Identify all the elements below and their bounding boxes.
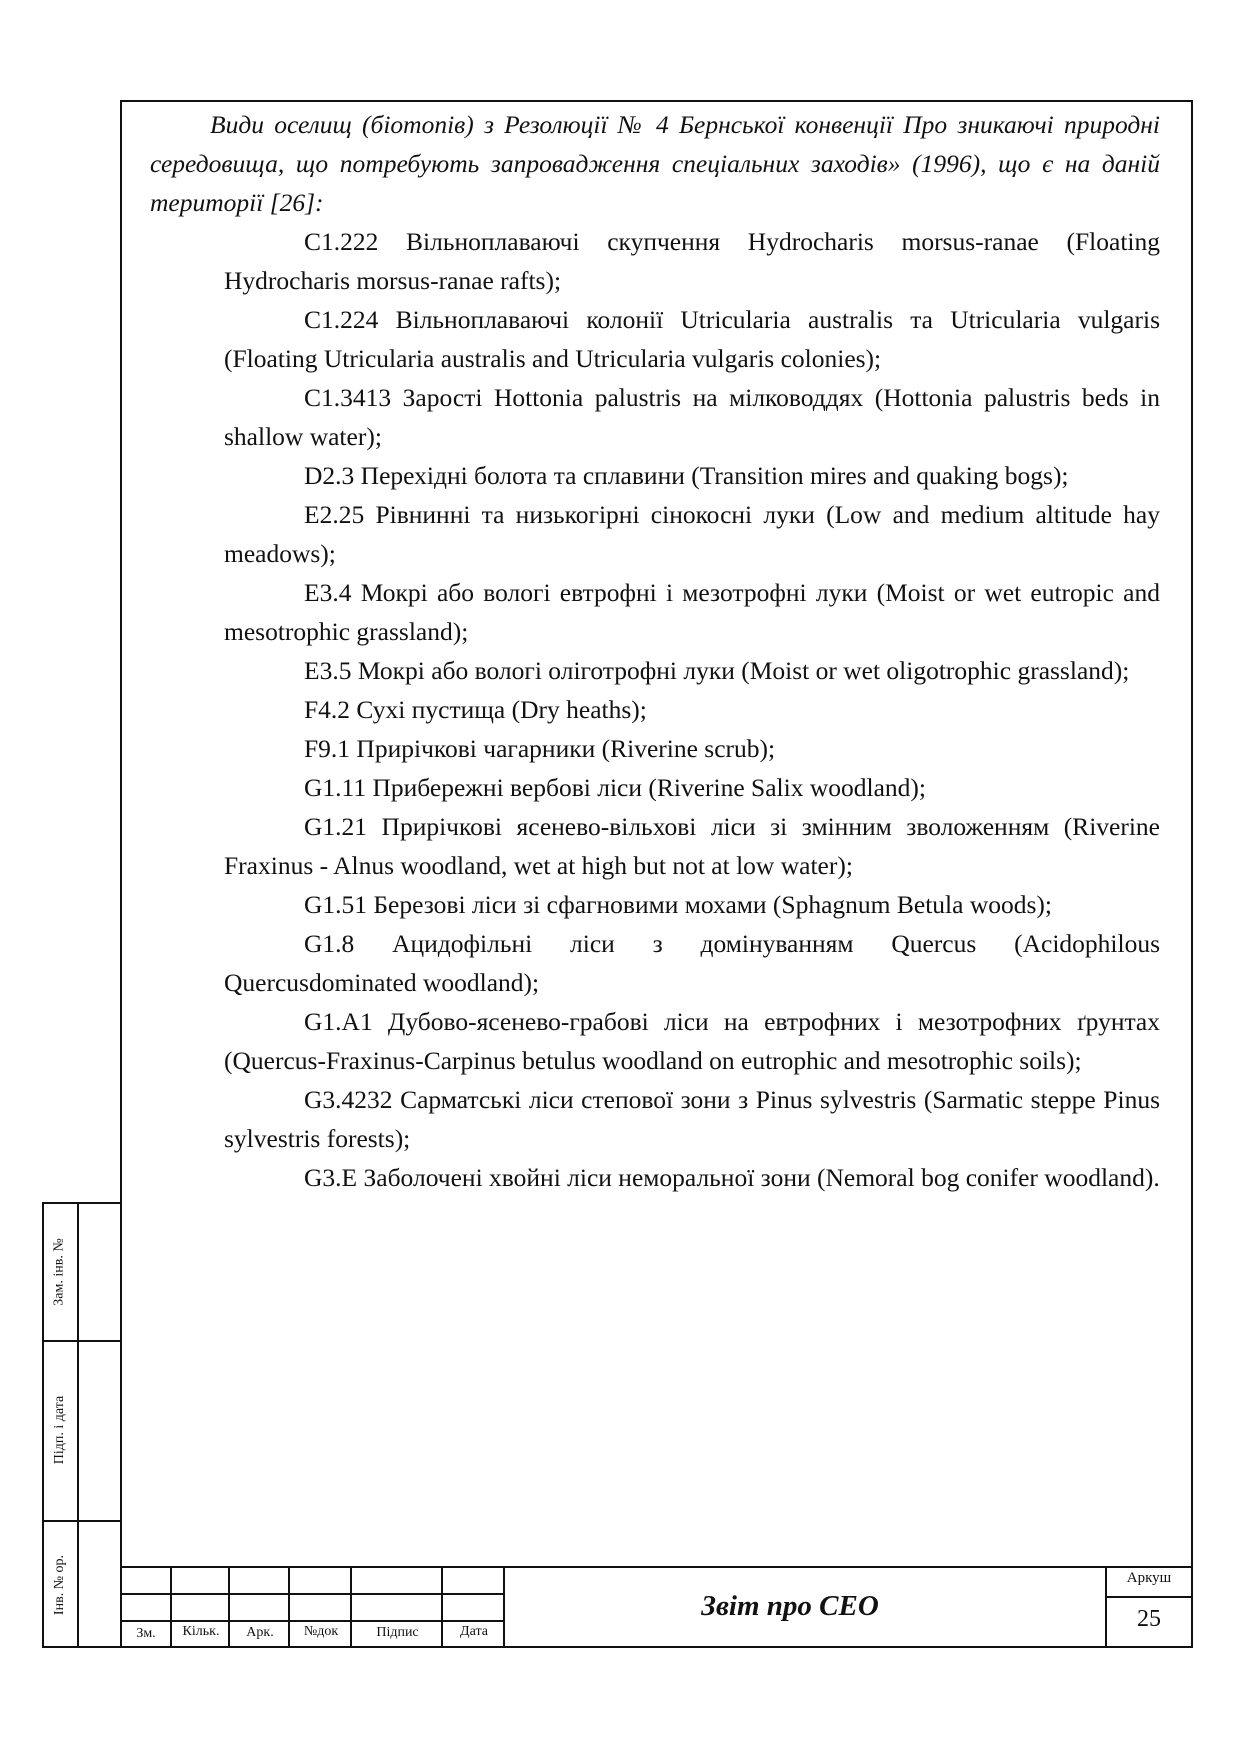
- side-label: Зам. інв. №: [52, 1238, 67, 1306]
- label-data: Дата: [460, 1624, 488, 1639]
- sheet-label: Аркуш: [1126, 1570, 1172, 1586]
- list-item: G1.A1 Дубово-ясенево-грабові ліси на евтрофних і мезотрофних ґрунтах (Quercus-Fraxinus-Carpinus betulus woodland on eutrophic and mesotrophic soils);: [224, 1007, 1160, 1075]
- sheet-number: 25: [1137, 1606, 1161, 1632]
- document-title: Звіт про СЕО: [701, 1590, 879, 1622]
- label-zm: Зм.: [136, 1626, 156, 1641]
- list-item: C1.222 Вільноплаваючі скупчення Hydrocharis morsus-ranae (Floating Hydrocharis morsus-ranae rafts);: [224, 227, 1160, 295]
- list-item: E2.25 Рівнинні та низькогірні сінокосні луки (Low and medium altitude hay meadows);: [224, 500, 1160, 568]
- label-ark: Арк.: [246, 1625, 274, 1640]
- side-cell-inv-or: [46, 1520, 74, 1650]
- list-item: G3.4232 Сарматські ліси степової зони з Pinus sylvestris (Sarmatic steppe Pinus sylvestris forests);: [224, 1085, 1160, 1153]
- list-item: C1.224 Вільноплаваючі колонії Utricularia australis та Utricularia vulgaris (Floating Utricularia australis and Utricularia vulgaris colonies);: [224, 305, 1160, 373]
- list-item: E3.4 Мокрі або вологі евтрофні і мезотрофні луки (Moist or wet eutropic and mesotrophic grassland);: [224, 578, 1160, 646]
- list-item: G1.11 Прибережні вербові ліси (Riverine Salix woodland);: [304, 773, 926, 802]
- list-item: G3.E Заболочені хвойні ліси неморальної зони (Nemoral bog conifer woodland).: [304, 1163, 1160, 1192]
- list-item: D2.3 Перехідні болота та сплавини (Transition mires and quaking bogs);: [304, 461, 1069, 490]
- sheet-rule: [1105, 1596, 1193, 1598]
- side-divider: [77, 1204, 79, 1646]
- list-item: F4.2 Сухі пустища (Dry heaths);: [304, 695, 647, 724]
- list-item: E3.5 Мокрі або вологі оліготрофні луки (Moist or wet oligotrophic grassland);: [304, 656, 1130, 685]
- label-ndok: №док: [303, 1624, 339, 1639]
- side-label: Інв. № ор.: [52, 1554, 67, 1616]
- title-block: [120, 1568, 1193, 1648]
- list-item: G1.8 Ацидофільні ліси з домінуванням Quercus (Acidophilous Quercusdominated woodland);: [224, 929, 1160, 997]
- side-label: Підп. і дата: [52, 1395, 68, 1465]
- habitat-list: [150, 222, 1160, 1197]
- side-cell-zam-inv: [46, 1204, 74, 1340]
- list-item: G1.51 Березові ліси зі сфагновими мохами (Sphagnum Betula woods);: [304, 890, 1052, 919]
- document-body: [150, 105, 1160, 1197]
- list-item: G1.21 Прирічкові ясенево-вільхові ліси зі змінним зволоженням (Riverine Fraxinus - Alnus woodland, wet at high but not at low water);: [224, 812, 1160, 880]
- side-stamp: [42, 1202, 120, 1648]
- list-item: C1.3413 Зарості Hottonia palustris на мілководдях (Hottonia palustris beds in shallow water);: [224, 383, 1160, 451]
- label-kilk: Кільк.: [182, 1624, 220, 1639]
- label-pidpys: Підпис: [376, 1625, 419, 1640]
- intro-paragraph: Види оселищ (біотопів) з Резолюції № 4 Бернської конвенції Про зникаючі природні середовища, що потребують запровадження спеціальних заходів» (1996), що є на даній території [26]:: [150, 110, 1160, 217]
- list-item: F9.1 Прирічкові чагарники (Riverine scrub);: [304, 734, 776, 763]
- side-cell-pidp: [46, 1340, 74, 1520]
